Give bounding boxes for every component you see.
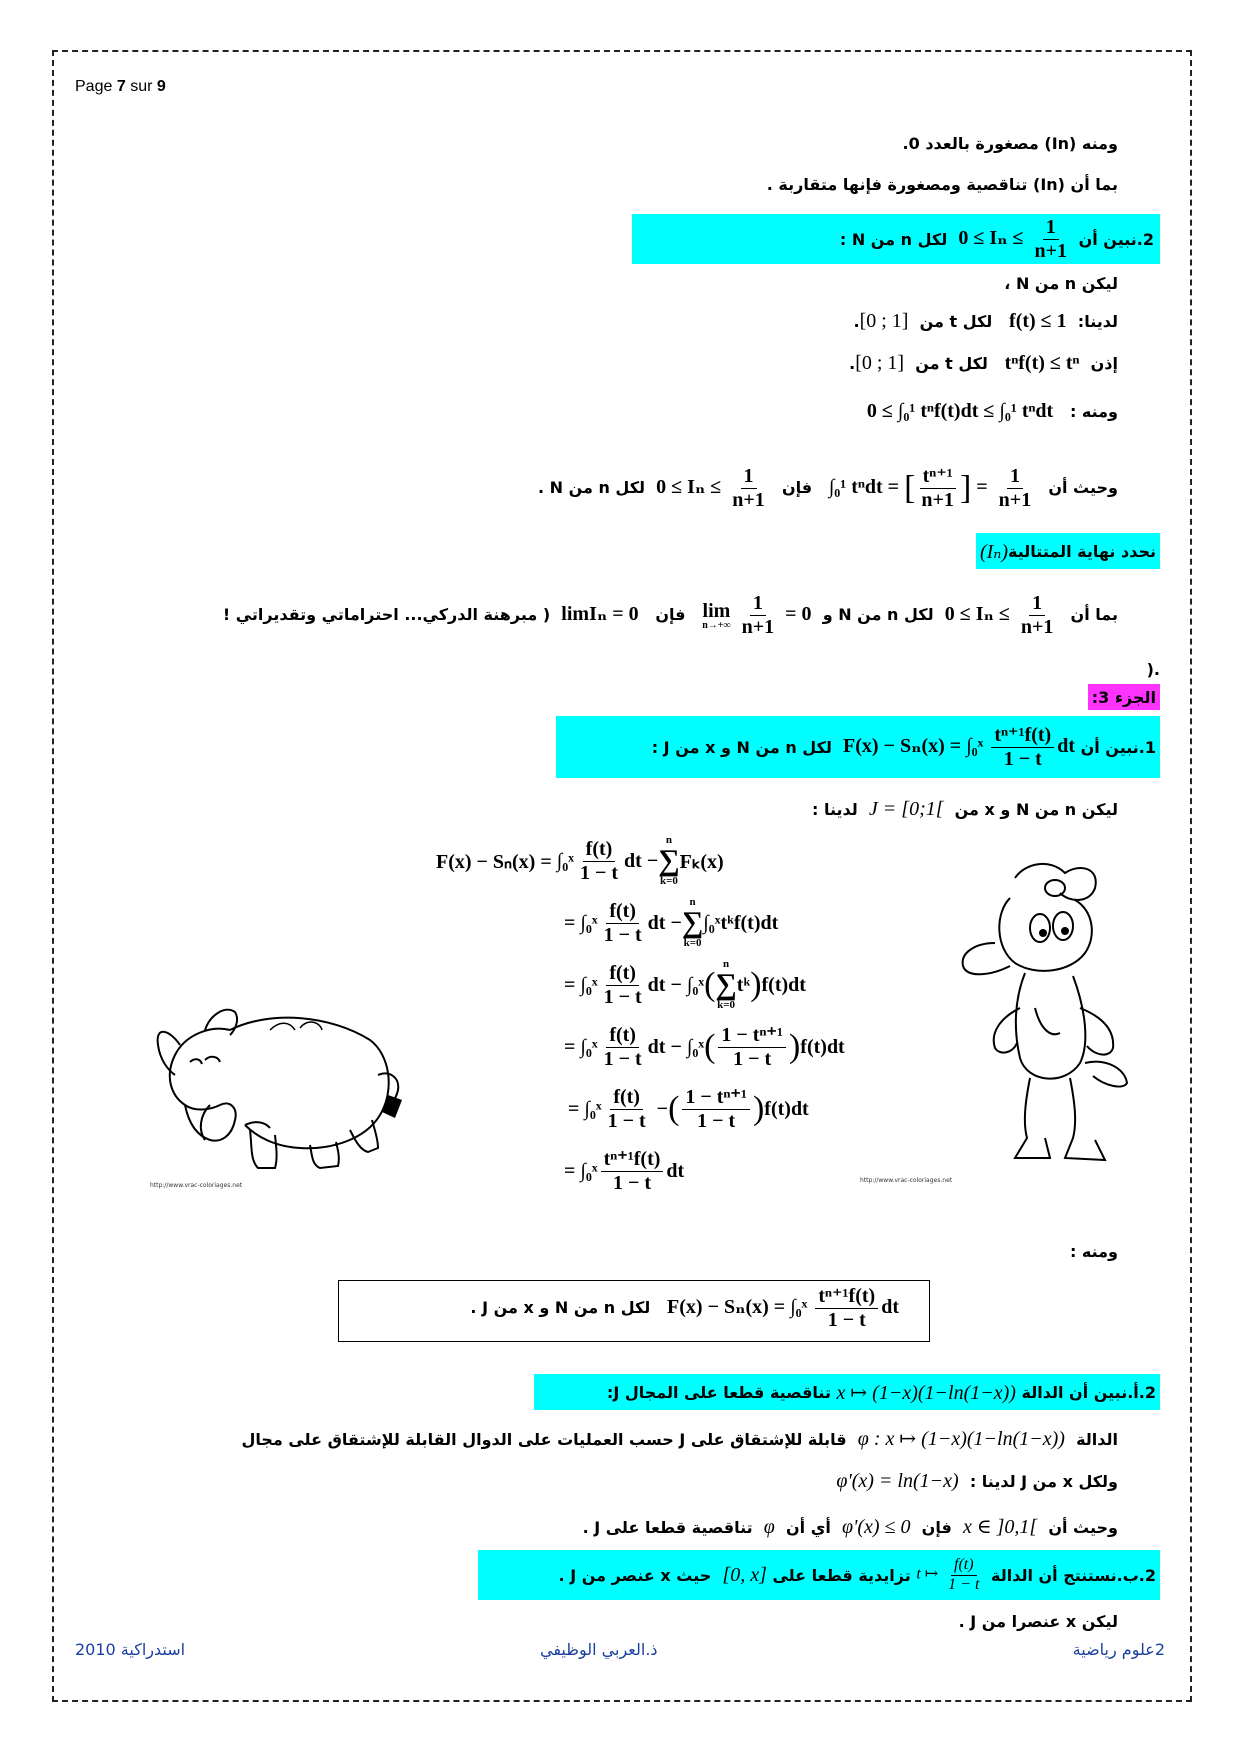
heading-bound xyxy=(632,214,1160,264)
page-number: Page 7 sur 9 xyxy=(75,78,166,95)
text-line-16: الدالة φ : x ↦ (1−x)(1−ln(1−x)) قابلة للإشتقاق على J حسب العمليات على الدوال القابلة للإشتقاق على مجال xyxy=(241,1428,1118,1450)
footer-left: استدراكية 2010 xyxy=(75,1640,186,1659)
derivation-step-5: = ∫₀ˣ $\frac{f(t)}{1 - t}$ − ( $\frac{\text{1 − tⁿ⁺¹}}{1 - t}$ ) f(t)dt xyxy=(568,1085,809,1132)
text-line-10: بما أن 0 ≤ Iₙ ≤ $\frac{1}{n+1}$ لكل n من N و lim n→+∞ $\frac{1}{n+1}$ = 0 فإن limIₙ = 0 ( مبرهنة الدركي... احتراماتي وتقديراتي ! xyxy=(222,592,1118,638)
heading-bound-tail: لكل n من N : xyxy=(839,229,948,249)
bound-formula: 0 ≤ Iₙ ≤ $\frac{1}{n+1}$ xyxy=(958,215,1068,262)
derivation-step-3: = ∫₀ˣ $\frac{f(t)}{1 - t}$ dt − ∫₀ˣ ( n ∑ k=0 tᵏ ) f(t)dt xyxy=(564,958,806,1011)
derivation-block xyxy=(436,830,845,1202)
heading-limit: نحدد نهاية المتتالية (Iₙ) xyxy=(976,533,1160,569)
derivation-step-6: = ∫₀ˣ $\frac{\text{tⁿ⁺¹f(t)}}{1 - t}$ dt xyxy=(564,1147,685,1194)
heading-decreasing: 2.أ.نبين أن الدالة x ↦ (1−x)(1−ln(1−x)) تناقصية قطعا على المجال J: xyxy=(534,1374,1160,1410)
part-3-label: الجزء 3: xyxy=(1088,684,1160,710)
text-line-13: ليكن n من N و x من J = [0;1[ لدينا : xyxy=(812,798,1118,820)
text-line-6: إذن tⁿf(t) ≤ tⁿ لكل t من [0 ; 1]. xyxy=(849,352,1118,374)
text-line-18: وحيث أن x ∈ ]0,1[ فإن φ'(x) ≤ 0 أي أن φ تناقصية قطعا على J . xyxy=(582,1516,1118,1538)
boxed-result-content: F(x) − Sₙ(x) = ∫₀ˣ $\frac{\text{tⁿ⁺¹f(t)}}{1 - t}$ dt لكل n من N و x من J . xyxy=(470,1285,899,1331)
heading-bound-label: 2.نبين أن xyxy=(1078,229,1154,249)
eeyore-illustration xyxy=(150,1000,410,1175)
derivation-step-2: = ∫₀ˣ $\frac{f(t)}{1 - t}$ dt − n ∑ k=0 ∫₀ˣ tᵏf(t)dt xyxy=(564,896,779,949)
text-line-11: .( xyxy=(1146,660,1160,679)
text-line-1: ومنه (In) مصغورة بالعدد 0. xyxy=(902,134,1118,153)
footer-center: ذ.العربي الوظيفي xyxy=(540,1640,658,1659)
text-line-7: ومنه : 0 ≤ ∫₀¹ tⁿf(t)dt ≤ ∫₀¹ tⁿdt xyxy=(866,400,1118,422)
daisy-duck-illustration xyxy=(955,858,1135,1170)
derivation-step-4: = ∫₀ˣ $\frac{f(t)}{1 - t}$ dt − ∫₀ˣ ( $\frac{\text{1 − tⁿ⁺¹}}{1 - t}$ ) f(t)dt xyxy=(564,1023,845,1070)
text-line-20: ليكن x عنصرا من J . xyxy=(958,1612,1118,1631)
heading-increasing: 2.ب.نستنتج أن الدالة t ↦ $\frac{f(t)}{1 - t}$ تزايدية قطعا على [0, x] حيث x عنصر من J . xyxy=(478,1550,1160,1600)
text-line-4: ليكن n من N ، xyxy=(1004,274,1118,293)
text-line-17: ولكل x من J لدينا : φ'(x) = ln(1−x) xyxy=(836,1470,1118,1492)
footer-right: 2علوم رياضية xyxy=(1072,1640,1165,1659)
derivation-step-1: F(x) − Sₙ(x) = ∫₀ˣ $\frac{f(t)}{1 - t}$ dt − n ∑ k=0 Fₖ(x) xyxy=(436,834,724,887)
boxed-result xyxy=(338,1280,930,1342)
integral-tn-formula: ∫₀¹ tⁿdt = [ $\frac{\text{tⁿ⁺¹}}{n+1}$ ] = $\frac{1}{n+1}$ xyxy=(828,465,1032,511)
heading-identity: 1.نبين أن F(x) − Sₙ(x) = ∫₀ˣ $\frac{\text{tⁿ⁺¹f(t)}}{1 - t}$ dt لكل n من N و x من J : xyxy=(556,716,1160,778)
text-line-14: ومنه : xyxy=(1069,1242,1118,1261)
text-line-8: وحيث أن ∫₀¹ tⁿdt = [ $\frac{\text{tⁿ⁺¹}}{n+1}$ ] = $\frac{1}{n+1}$ فإن 0 ≤ Iₙ ≤ $\frac{1}{n+1}$ لكل n من N . xyxy=(537,465,1118,511)
eeyore-caption: http://www.vrac-coloriages.net xyxy=(150,1182,243,1189)
text-line-2: بما أن (In) تناقصية ومصغورة فإنها متقاربة . xyxy=(766,175,1118,194)
text-line-5: لدينا: f(t) ≤ 1 لكل t من [0 ; 1]. xyxy=(853,310,1118,332)
daisy-caption: http://www.vrac-coloriages.net xyxy=(860,1177,953,1184)
